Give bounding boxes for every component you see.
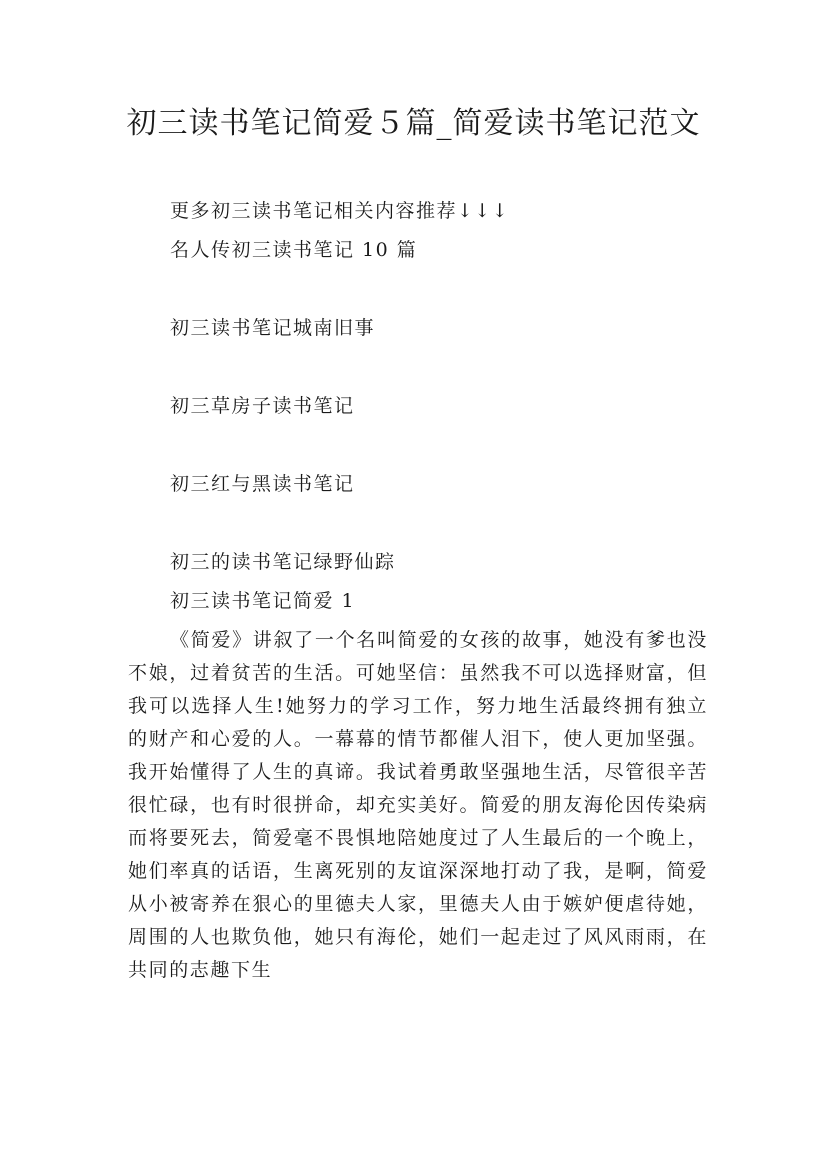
related-link-2[interactable]: 初三读书笔记城南旧事 <box>170 317 376 339</box>
related-link-3[interactable]: 初三草房子读书笔记 <box>170 395 355 417</box>
body-paragraph: 《简爱》讲叙了一个名叫简爱的女孩的故事，她没有爹也没不娘，过着贫苦的生活。可她坚信：虽然我不可以选择财富，但我可以选择人生!她努力的学习工作，努力地生活最终拥有独立的财产和心爱的人。一幕幕的情节都催人泪下，使人更加坚强。我开始懂得了人生的真谛。我试着勇敢坚强地生活，尽管很辛苦很忙碌，也有时很拼命，却充实美好。简爱的朋友海伦因传染病而将要死去，简爱毫不畏惧地陪她度过了人生最后的一个晚上，她们率真的话语，生离死别的友谊深深地打动了我，是啊，简爱从小被寄养在狠心的里德夫人家，里德夫人由于嫉妒便虐待她，周围的人也欺负他，她只有海伦，她们一起走过了风风雨雨，在共同的志趣下生 <box>128 629 708 981</box>
related-link-1[interactable]: 名人传初三读书笔记 10 篇 <box>170 239 418 261</box>
document-title: 初三读书笔记简爱５篇_简爱读书笔记范文 <box>126 106 701 141</box>
related-link-5[interactable]: 初三的读书笔记绿野仙踪 <box>170 551 396 573</box>
section-heading: 初三读书笔记简爱 1 <box>170 590 356 612</box>
related-link-4[interactable]: 初三红与黑读书笔记 <box>170 473 355 495</box>
recommend-intro: 更多初三读书笔记相关内容推荐↓↓↓ <box>170 200 510 222</box>
